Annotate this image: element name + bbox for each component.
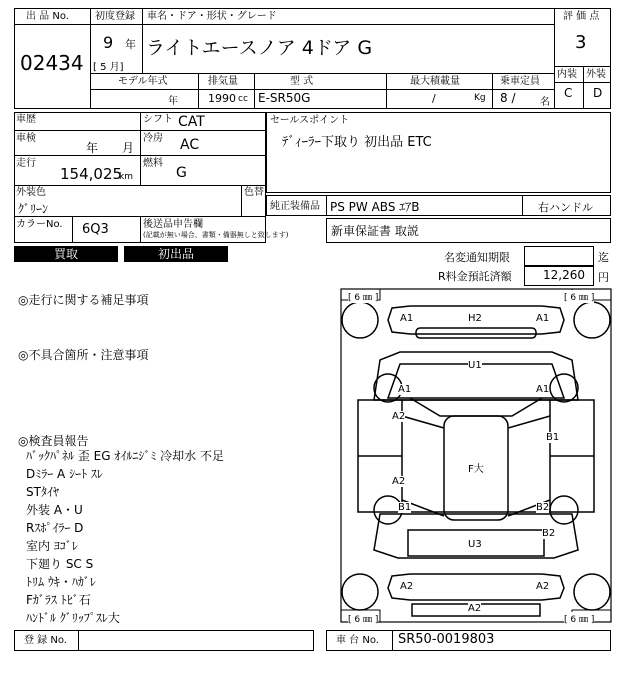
ext-color-value: ｸﾞﾘｰﾝ xyxy=(18,202,49,216)
steering-value: 右ハンドル xyxy=(538,201,593,214)
tire-rear-left-depth: [ 6 ㎜ ] xyxy=(348,612,378,625)
inspection-month-unit: 月 xyxy=(122,141,135,155)
mileage-label: 走行 xyxy=(16,158,36,169)
docs-note: (記載が無い場合、書類・備器無しと致します) xyxy=(143,231,289,239)
capacity-value: 8 / xyxy=(500,91,516,105)
mark-rear-bumper-lower: A2 xyxy=(468,603,482,614)
inspector-line: 室内 ﾖｺﾞﾚ xyxy=(26,539,78,553)
mileage-value: 154,025 xyxy=(60,165,123,183)
tire-rear-right-depth: [ 6 ㎜ ] xyxy=(564,612,594,625)
shift-value: CAT xyxy=(178,114,205,130)
recycle-unit: 円 xyxy=(598,271,609,284)
tire-rear-right-mark xyxy=(574,574,610,610)
equipment-label: 純正装備品 xyxy=(270,201,320,212)
car-diagram xyxy=(340,288,612,623)
mark-side-right: B1 xyxy=(546,432,560,443)
mark-rear-right-lower: B2 xyxy=(542,528,556,539)
max-load-unit: Kg xyxy=(474,93,486,103)
mark-rear-door-left: A2 xyxy=(392,476,406,487)
chassis-label: 車 台 No. xyxy=(336,635,379,646)
buy-bar: 買取 xyxy=(14,246,118,262)
mark-back-door: U3 xyxy=(468,539,482,550)
equipment-value: PS PW ABS ｴｱB xyxy=(330,200,420,214)
capacity-label: 乗車定員 xyxy=(500,76,540,87)
first-reg-label: 初度登録 xyxy=(95,11,135,22)
mark-fender-right: A1 xyxy=(536,384,550,395)
inspector-line: 外装 A・U xyxy=(26,503,83,517)
mark-front-bumper-center: H2 xyxy=(468,313,482,324)
defects-title: ◎不具合箇所・注意事項 xyxy=(18,348,149,362)
inspector-title: ◎検査員報告 xyxy=(18,434,89,448)
inspector-line: ﾄﾘﾑ ｳｷ・ﾊｶﾞﾚ xyxy=(26,575,96,589)
shift-label: シフト xyxy=(143,114,173,125)
color-no-label: カラーNo. xyxy=(16,219,63,230)
mark-rear-right-upper: B2 xyxy=(536,502,550,513)
inspection-label: 車検 xyxy=(16,133,36,144)
title-change-field xyxy=(524,246,594,266)
ac-label: 冷房 xyxy=(143,133,163,144)
mark-front-bumper-right: A1 xyxy=(536,313,550,324)
car-name-label: 車名・ドア・形状・グレード xyxy=(147,11,277,22)
recycle-label: R料金預託済額 xyxy=(438,270,512,283)
inspection-year-unit: 年 xyxy=(86,141,99,155)
inspector-line: Dﾐﾗｰ A ｼｰﾄ ｽﾚ xyxy=(26,467,103,481)
capacity-unit: 名 xyxy=(540,97,550,108)
color-no-value: 6Q3 xyxy=(82,222,109,237)
docs-value: 新車保証書 取説 xyxy=(331,224,419,238)
mileage-unit: km xyxy=(119,172,133,182)
rating-value: 3 xyxy=(575,32,587,53)
max-load-label: 最大積載量 xyxy=(410,76,460,87)
interior-label: 内装 xyxy=(557,69,577,80)
chassis-no: SR50-0019803 xyxy=(398,632,495,647)
inspector-line: ﾊﾞｯｸﾊﾟﾈﾙ 歪 EG ｵｲﾙﾆｼﾞﾐ 冷却水 不足 xyxy=(26,449,224,463)
docs-label: 後送品申告欄 xyxy=(143,219,203,230)
car-name: ライトエースノア 4ドア G xyxy=(146,37,373,59)
mark-front-door-left: A2 xyxy=(392,411,406,422)
sales-point-value: ﾃﾞｨｰﾗｰ下取り 初出品 ETC xyxy=(282,135,432,150)
fuel-value: G xyxy=(176,165,187,181)
tire-front-left-mark xyxy=(342,302,378,338)
lot-no-label: 出 品 No. xyxy=(26,11,69,22)
ext-color-label: 外装色 xyxy=(16,187,46,198)
inspector-line: ﾊﾝﾄﾞﾙ ｸﾞﾘｯﾌﾟｽﾚ大 xyxy=(26,611,120,625)
mark-fender-left: A1 xyxy=(398,384,412,395)
tire-front-left-depth: [ 6 ㎜ ] xyxy=(348,290,378,303)
mark-front-bumper-left: A1 xyxy=(400,313,414,324)
first-reg-year: 9 xyxy=(103,33,114,52)
exterior-label: 外装 xyxy=(586,69,606,80)
ac-value: AC xyxy=(180,137,200,153)
sales-point-label: セールスポイント xyxy=(270,115,350,126)
reg-no-label: 登 録 No. xyxy=(24,635,67,646)
inspector-line: Rｽﾎﾟｲﾗｰ D xyxy=(26,521,84,535)
displacement-value: 1990 xyxy=(208,92,236,105)
model-value: E-SR50G xyxy=(258,91,311,105)
interior-grade: C xyxy=(564,86,573,100)
title-change-unit: 迄 xyxy=(598,251,609,264)
first-reg-month: [ 5 月] xyxy=(93,62,124,73)
mark-roof: F大 xyxy=(468,460,484,475)
lot-no: 02434 xyxy=(20,51,84,75)
mark-hood: U1 xyxy=(468,360,482,371)
mark-rear-bumper-left: A2 xyxy=(400,581,414,592)
color-change-label: 色替 xyxy=(244,187,264,198)
tire-rear-left-mark xyxy=(342,574,378,610)
rating-label: 評 価 点 xyxy=(563,11,600,22)
first-listing-bar: 初出品 xyxy=(124,246,228,262)
recycle-value: 12,260 xyxy=(543,268,585,282)
first-reg-year-unit: 年 xyxy=(125,38,136,51)
mark-rear-bumper-right: A2 xyxy=(536,581,550,592)
inspector-line: Fｶﾞﾗｽ ﾄﾋﾞ石 xyxy=(26,593,91,607)
tire-front-right-mark xyxy=(574,302,610,338)
title-change-label: 名変通知期限 xyxy=(444,251,510,264)
model-year-unit: 年 xyxy=(168,96,178,107)
max-load-separator: / xyxy=(432,92,436,105)
tire-front-right-depth: [ 6 ㎜ ] xyxy=(564,290,594,303)
history-label: 車歴 xyxy=(16,114,36,125)
model-label: 型 式 xyxy=(290,76,314,87)
car-diagram-svg xyxy=(340,288,612,623)
inspector-line: STﾀｲﾔ xyxy=(26,485,59,499)
mark-rear-left: B1 xyxy=(398,502,412,513)
inspector-line: 下廻り SC S xyxy=(26,557,94,571)
displacement-unit: cc xyxy=(238,94,248,104)
fuel-label: 燃料 xyxy=(143,158,163,169)
model-year-label: モデル年式 xyxy=(118,76,168,87)
driving-notes-title: ◎走行に関する補足事項 xyxy=(18,293,149,307)
displacement-label: 排気量 xyxy=(208,76,238,87)
exterior-grade: D xyxy=(593,86,603,100)
